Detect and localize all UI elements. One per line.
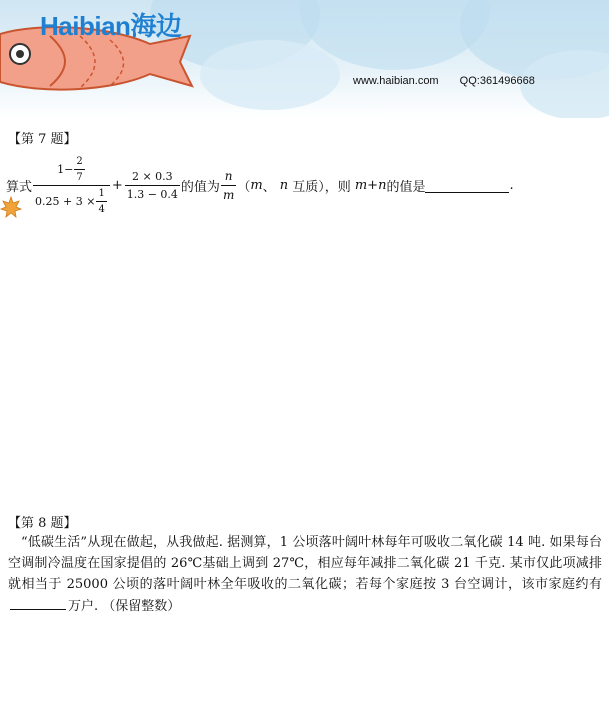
q7-f1-num-fraction [74,156,84,183]
q7-fraction-2 [125,170,180,201]
q7-frac-m: m [221,185,236,202]
logo-text: Haibian海边 [40,11,182,41]
q7-body [6,156,514,215]
q7-var-m: m [250,178,263,193]
q7-f1-den-fraction [96,188,106,215]
q7-f1-num-small-den: 7 [74,169,84,183]
q7-end: . [509,178,514,193]
q8-text-after: 万户. （保留整数） [68,599,181,614]
q7-frac-n: n [224,169,233,183]
q7-var-n: n [279,178,289,193]
website-text: www.haibian.com [353,75,439,87]
q7-f2-num: 2 × 0.3 [131,170,173,183]
q7-title: 【第 7 题】 [8,132,77,147]
q7-f1-num-one: 1− [57,163,74,176]
contact-info [353,75,535,87]
qq-text: QQ:361496668 [459,75,535,87]
q7-fraction-1 [33,156,110,215]
q7-var-n2: n [378,178,387,193]
q7-f1-den-small-num: 1 [98,188,105,199]
q7-plus: + [111,178,123,193]
q7-suffix: 的值是 [386,180,426,195]
q7-answer-blank[interactable] [425,178,509,193]
q7-coprime-text: 互质），则 [288,180,355,195]
q8-body [8,532,602,617]
q7-fraction-n-over-m [221,169,236,202]
q7-var-m2: m [354,178,368,193]
q8-answer-blank[interactable] [10,595,66,610]
cloud-decoration [200,40,340,110]
q7-paren-open: （ [237,180,251,195]
q8-text-before: “低碳生活”从现在做起，从我做起. 据测算，1 公顷落叶阔叶林每年可吸收二氧化碳 14 吨. 如果每台空调制冷温度在国家提倡的 26℃基础上调到 27℃，相应每年减排二氧化碳 21 千克. 某市仅此项减排就相当于 25000 公顷的落叶阔叶林全年吸收的二氧化碳；若每个家庭按 3 台空调计，该市家庭约有 [8,535,602,592]
q7-f1-den-small-den: 4 [96,201,106,215]
maple-leaf-icon [0,196,22,220]
q7-f2-den: 1.3 − 0.4 [125,185,180,201]
header-banner [0,0,609,118]
q7-value-text: 的值为 [180,180,220,195]
q7-prefix: 算式 [6,180,33,195]
q8-title: 【第 8 题】 [8,516,77,531]
q7-f1-num-small-num: 2 [76,156,83,167]
q7-sep: 、 [262,180,276,195]
q7-f1-den-a: 0.25 + 3 × [35,195,96,208]
q7-plus2: + [367,178,379,193]
